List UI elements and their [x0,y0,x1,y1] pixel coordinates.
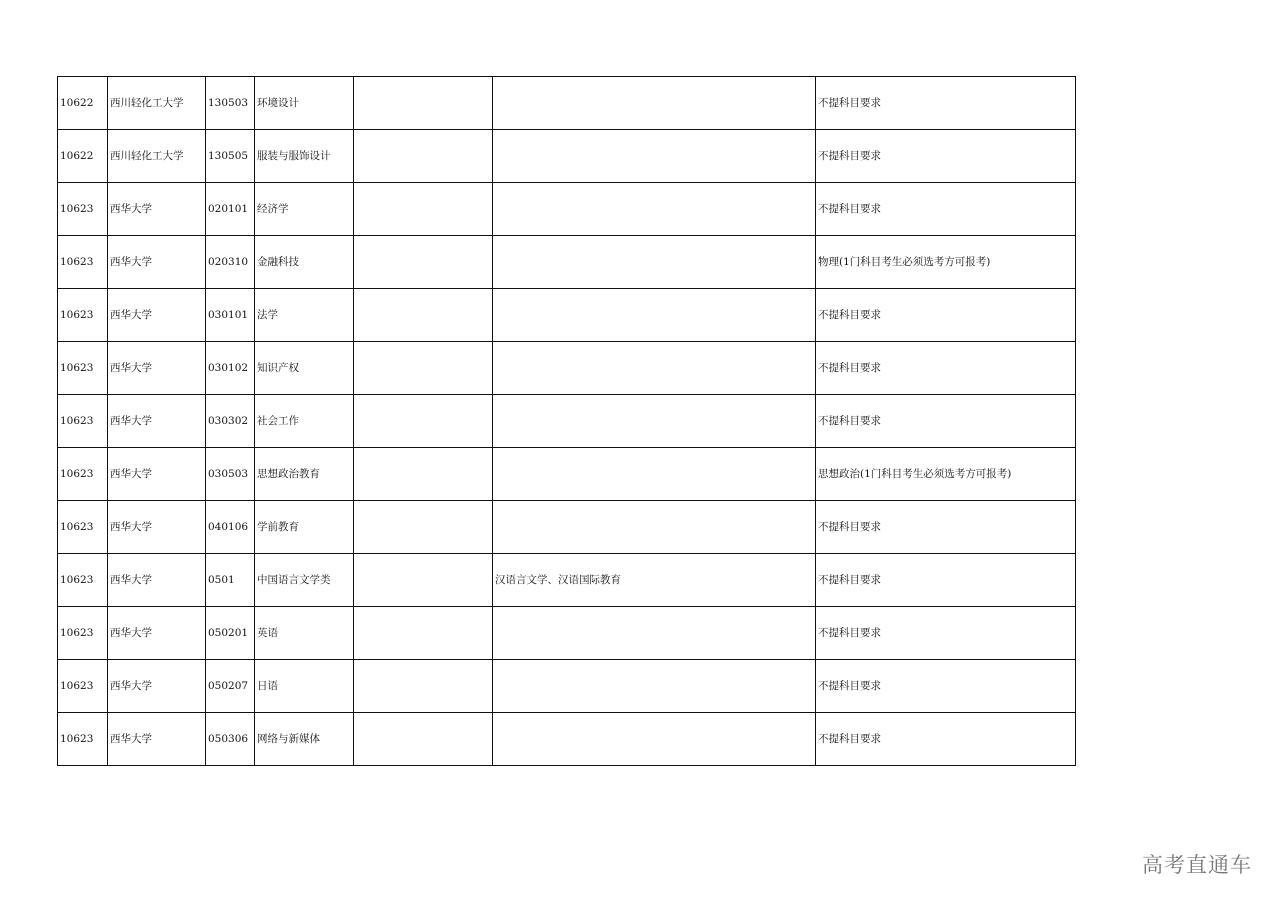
empty-cell [354,554,493,607]
table-row [58,501,1076,554]
major-code-cell: 040106 [206,501,255,554]
major-code-cell: 130503 [206,77,255,130]
school-name-cell: 西华大学 [108,660,206,713]
major-name-cell: 金融科技 [255,236,354,289]
school-name-cell: 西华大学 [108,395,206,448]
subject-requirement-cell: 不提科目要求 [816,554,1076,607]
major-name-cell: 社会工作 [255,395,354,448]
included-majors-cell [493,395,816,448]
major-name-cell: 法学 [255,289,354,342]
major-code-cell: 030102 [206,342,255,395]
major-code-cell: 130505 [206,130,255,183]
school-code-cell: 10622 [58,77,108,130]
major-name-cell: 中国语言文学类 [255,554,354,607]
school-name-cell: 西华大学 [108,607,206,660]
included-majors-cell [493,448,816,501]
school-name-cell: 西华大学 [108,342,206,395]
included-majors-cell [493,236,816,289]
table-row [58,713,1076,766]
school-name-cell: 西华大学 [108,236,206,289]
school-code-cell: 10623 [58,236,108,289]
included-majors-cell [493,289,816,342]
empty-cell [354,289,493,342]
school-code-cell: 10623 [58,342,108,395]
subject-requirement-cell: 不提科目要求 [816,660,1076,713]
school-name-cell: 西华大学 [108,501,206,554]
empty-cell [354,236,493,289]
school-code-cell: 10623 [58,289,108,342]
subject-requirement-cell: 不提科目要求 [816,183,1076,236]
table-row [58,607,1076,660]
subject-requirement-cell: 不提科目要求 [816,501,1076,554]
subject-requirement-cell: 不提科目要求 [816,713,1076,766]
requirements-table [57,76,1076,766]
major-code-cell: 050306 [206,713,255,766]
school-name-cell: 西华大学 [108,289,206,342]
included-majors-cell [493,77,816,130]
included-majors-cell [493,713,816,766]
table-body [58,77,1076,766]
table-row [58,660,1076,713]
table-row [58,554,1076,607]
subject-requirement-cell: 思想政治(1门科目考生必须选考方可报考) [816,448,1076,501]
included-majors-cell [493,501,816,554]
table-row [58,448,1076,501]
school-code-cell: 10623 [58,713,108,766]
major-code-cell: 030503 [206,448,255,501]
school-code-cell: 10623 [58,448,108,501]
major-name-cell: 学前教育 [255,501,354,554]
school-code-cell: 10622 [58,130,108,183]
table-row [58,77,1076,130]
included-majors-cell: 汉语言文学、汉语国际教育 [493,554,816,607]
major-name-cell: 英语 [255,607,354,660]
major-code-cell: 0501 [206,554,255,607]
school-code-cell: 10623 [58,501,108,554]
major-code-cell: 020310 [206,236,255,289]
table-row [58,236,1076,289]
empty-cell [354,660,493,713]
major-code-cell: 050207 [206,660,255,713]
school-name-cell: 西华大学 [108,713,206,766]
school-code-cell: 10623 [58,395,108,448]
table-row [58,289,1076,342]
school-code-cell: 10623 [58,554,108,607]
school-name-cell: 西华大学 [108,183,206,236]
table-row [58,395,1076,448]
empty-cell [354,607,493,660]
school-name-cell: 西华大学 [108,554,206,607]
subject-requirement-cell: 不提科目要求 [816,342,1076,395]
included-majors-cell [493,660,816,713]
school-name-cell: 西华大学 [108,448,206,501]
empty-cell [354,183,493,236]
empty-cell [354,130,493,183]
empty-cell [354,395,493,448]
included-majors-cell [493,130,816,183]
school-code-cell: 10623 [58,183,108,236]
school-code-cell: 10623 [58,660,108,713]
school-name-cell: 西川轻化工大学 [108,130,206,183]
major-code-cell: 020101 [206,183,255,236]
subject-requirement-cell: 不提科目要求 [816,395,1076,448]
subject-requirement-cell: 不提科目要求 [816,77,1076,130]
major-name-cell: 知识产权 [255,342,354,395]
subject-requirement-cell: 不提科目要求 [816,607,1076,660]
empty-cell [354,77,493,130]
major-code-cell: 030302 [206,395,255,448]
school-name-cell: 西川轻化工大学 [108,77,206,130]
major-name-cell: 环境设计 [255,77,354,130]
subject-requirement-cell: 不提科目要求 [816,289,1076,342]
empty-cell [354,448,493,501]
subject-requirement-cell: 物理(1门科目考生必须选考方可报考) [816,236,1076,289]
major-name-cell: 思想政治教育 [255,448,354,501]
school-code-cell: 10623 [58,607,108,660]
included-majors-cell [493,607,816,660]
empty-cell [354,713,493,766]
included-majors-cell [493,183,816,236]
major-name-cell: 经济学 [255,183,354,236]
table-row [58,342,1076,395]
table-row [58,130,1076,183]
major-code-cell: 050201 [206,607,255,660]
watermark-text: 高考直通车 [1142,853,1252,877]
table-row [58,183,1076,236]
major-name-cell: 网络与新媒体 [255,713,354,766]
major-name-cell: 日语 [255,660,354,713]
empty-cell [354,501,493,554]
major-code-cell: 030101 [206,289,255,342]
subject-requirement-cell: 不提科目要求 [816,130,1076,183]
major-name-cell: 服装与服饰设计 [255,130,354,183]
included-majors-cell [493,342,816,395]
empty-cell [354,342,493,395]
